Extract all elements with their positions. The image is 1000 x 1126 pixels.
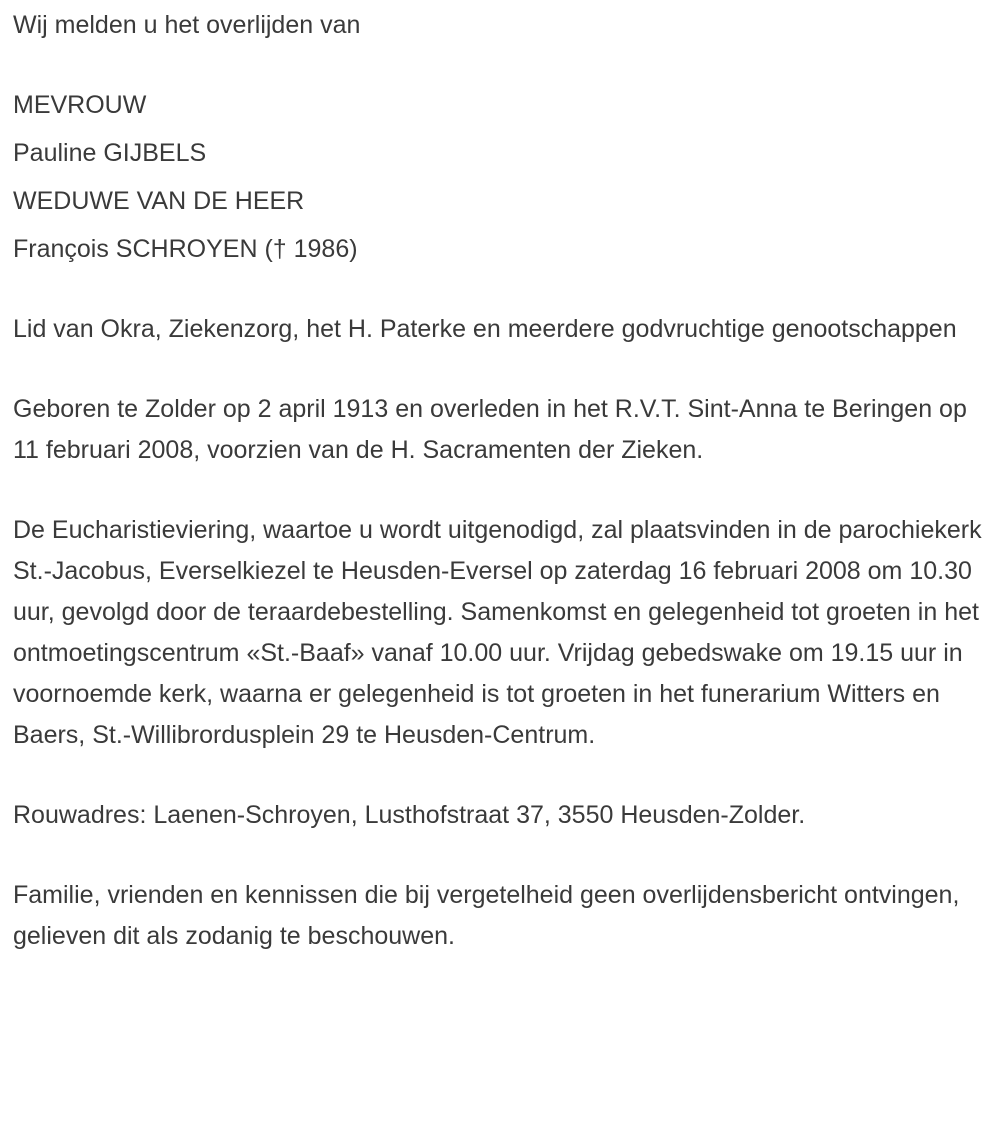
mourning-address-paragraph: Rouwadres: Laenen-Schroyen, Lusthofstraat 37, 3550 Heusden-Zolder. — [13, 801, 806, 829]
salutation-line: MEVROUW — [13, 91, 147, 119]
service-paragraph: De Eucharistieviering, waartoe u wordt uitgenodigd, zal plaatsvinden in de parochiekerk St.-Jacobus, Everselkiezel te Heusden-Eversel op zaterdag 16 februari 2008 om 10.30 uur, gevolgd door de teraardebestelling. Samenkomst en gelegenheid tot groeten in het ontmoetingscentrum «St.-Baaf» vanaf 10.00 uur. Vrijdag gebedswake om 19.15 uur in voornoemde kerk, waarna er gelegenheid is tot groeten in het funerarium Witters en Baers, St.-Willibrordusplein 29 te Heusden-Centrum. — [13, 516, 982, 749]
spouse-line: François SCHROYEN († 1986) — [13, 235, 358, 263]
birth-death-paragraph: Geboren te Zolder op 2 april 1913 en overleden in het R.V.T. Sint-Anna te Beringen op 11 februari 2008, voorzien van de H. Sacramenten der Zieken. — [13, 395, 967, 464]
deceased-name: Pauline GIJBELS — [13, 139, 207, 167]
widow-line: WEDUWE VAN DE HEER — [13, 187, 305, 215]
intro-line: Wij melden u het overlijden van — [13, 11, 361, 39]
membership-paragraph: Lid van Okra, Ziekenzorg, het H. Paterke en meerdere godvruchtige genootschappen — [13, 315, 957, 343]
notice-paragraph: Familie, vrienden en kennissen die bij vergetelheid geen overlijdensbericht ontvingen, gelieven dit als zodanig te beschouwen. — [13, 881, 960, 950]
